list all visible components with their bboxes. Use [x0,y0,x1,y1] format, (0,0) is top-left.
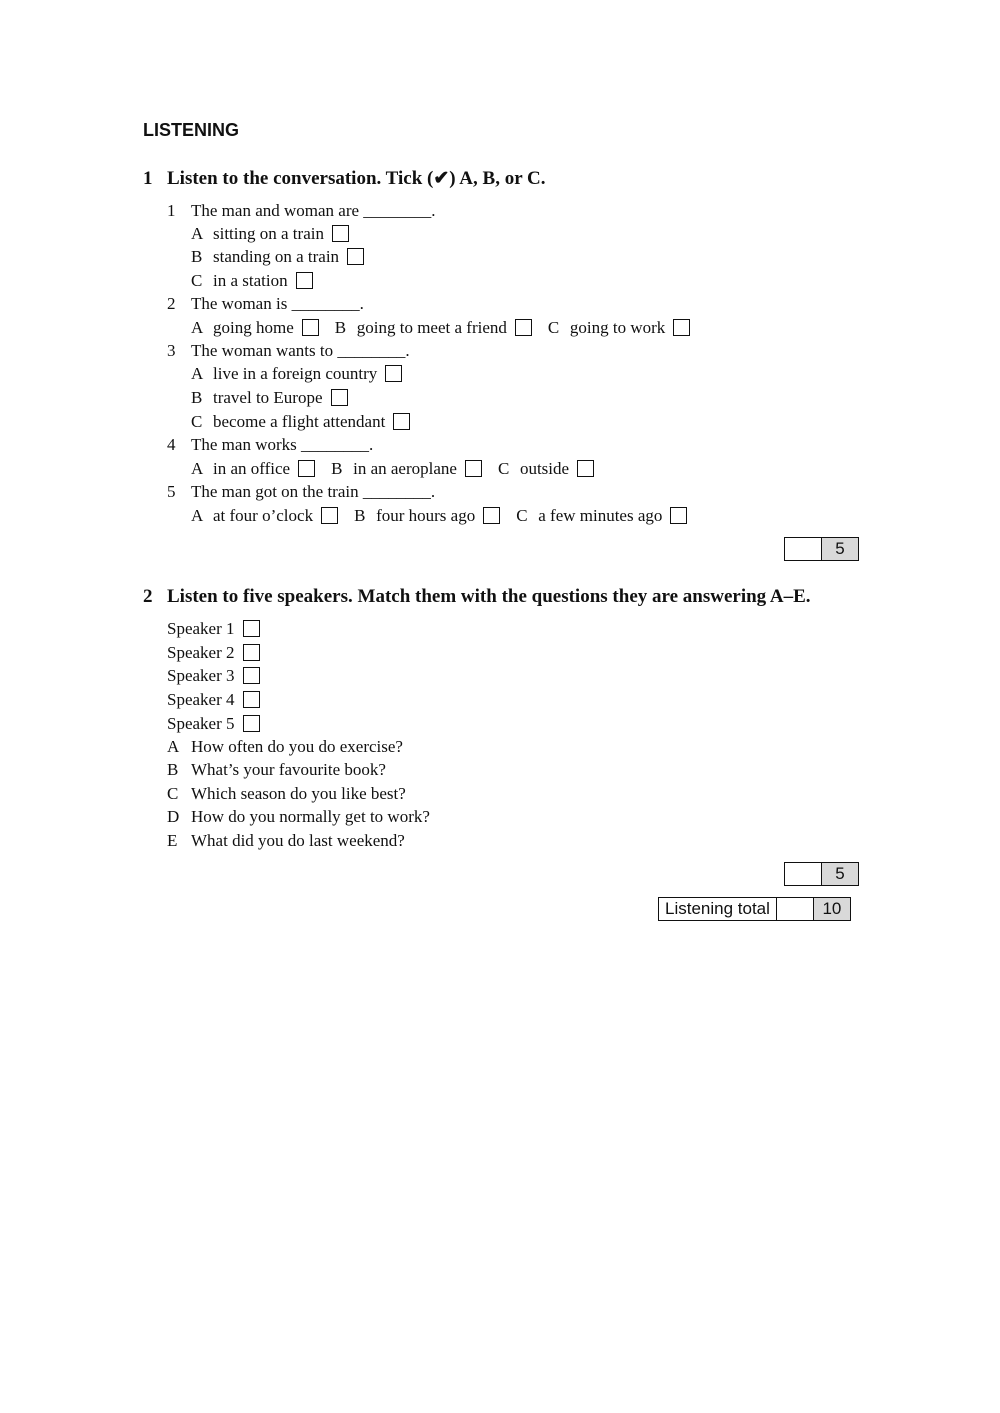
exercise-1-title [143,167,546,190]
option-letter: C [191,271,203,290]
option-letter: C [191,412,203,431]
answer-box[interactable] [243,691,260,708]
question-2-options [191,318,706,338]
speaker-row [167,666,260,686]
exercise-1-instruction: Listen to the conversation. Tick (✔) A, B, or C. [167,168,546,189]
question-number: 2 [167,294,176,313]
tick-box[interactable] [332,225,349,242]
tick-box[interactable] [515,319,532,336]
speaker-label: Speaker 2 [167,643,235,662]
question-letter: B [167,760,179,779]
option [191,318,319,338]
exercise-2-instruction: Listen to five speakers. Match them with the questions they are answering A–E. [167,586,811,607]
question-text: What’s your favourite book? [191,760,386,779]
tick-box[interactable] [465,460,482,477]
option-text: four hours ago [376,506,476,525]
option-letter: C [497,459,510,478]
option [331,459,482,479]
question-stem: The woman is ________. [191,294,364,313]
option [335,318,532,338]
option-text: at four o’clock [213,506,314,525]
option-letter: B [191,388,203,407]
option-text: going to work [569,318,666,337]
question-option [167,784,406,804]
answer-box[interactable] [243,715,260,732]
tick-box[interactable] [670,507,687,524]
option [191,459,315,479]
option [548,318,690,338]
question-5-stem-row [167,482,435,502]
answer-box[interactable] [243,620,260,637]
option-text: in an aeroplane [353,459,457,478]
question-5-options [191,506,703,526]
option-letter: B [191,247,203,266]
option-text: a few minutes ago [538,506,663,525]
option-letter: A [191,318,204,337]
question-text: How do you normally get to work? [191,807,430,826]
option-letter: C [516,506,528,525]
tick-box[interactable] [393,413,410,430]
question-1-stem-row [167,201,436,221]
tick-box[interactable] [296,272,313,289]
question-letter: E [167,831,178,850]
speaker-label: Speaker 1 [167,619,235,638]
speaker-label: Speaker 3 [167,666,235,685]
question-option [167,807,430,827]
option [516,506,687,526]
exercise-1-number: 1 [143,168,153,189]
question-number: 5 [167,482,176,501]
question-1-option-a [191,224,349,244]
question-letter: D [167,807,180,826]
option-text: in an office [213,459,291,478]
option-text: in a station [213,271,288,290]
question-3-option-c [191,412,410,432]
question-2-stem-row [167,294,364,314]
speaker-label: Speaker 4 [167,690,235,709]
option-letter: C [547,318,560,337]
option-letter: B [354,506,366,525]
speaker-row [167,619,260,639]
speaker-row [167,690,260,710]
question-stem: The man and woman are ________. [191,201,436,220]
score-input[interactable] [785,863,822,885]
exercise-1-score-box [784,537,859,561]
exercise-2-number: 2 [143,586,153,607]
question-3-option-a [191,364,402,384]
option-letter: B [331,459,343,478]
speaker-row [167,714,260,734]
exercise-2-score-box [784,862,859,886]
tick-box[interactable] [673,319,690,336]
question-4-stem-row [167,435,373,455]
question-text: How often do you do exercise? [191,737,403,756]
total-input[interactable] [777,898,814,920]
speaker-row [167,643,260,663]
answer-box[interactable] [243,667,260,684]
question-stem: The man got on the train ________. [191,482,436,501]
tick-box[interactable] [577,460,594,477]
exercise-2-title [143,586,811,608]
score-max: 5 [822,863,858,885]
tick-box[interactable] [331,389,348,406]
tick-box[interactable] [298,460,315,477]
answer-box[interactable] [243,644,260,661]
option [498,459,594,479]
question-number: 3 [167,341,176,360]
tick-box[interactable] [483,507,500,524]
option-text: standing on a train [213,247,340,266]
option-text: travel to Europe [213,388,323,407]
option-letter: A [191,224,204,243]
question-stem: The man works ________. [191,435,374,454]
tick-box[interactable] [385,365,402,382]
question-1-option-b [191,247,364,267]
total-label: Listening total [659,898,777,920]
listening-total-box [658,897,851,921]
score-input[interactable] [785,538,822,560]
option [191,506,338,526]
option-text: live in a foreign country [213,364,378,383]
option-letter: A [191,459,204,478]
score-max: 5 [822,538,858,560]
option-text: outside [519,459,570,478]
question-text: Which season do you like best? [191,784,406,803]
section-title: LISTENING [143,120,240,140]
tick-box[interactable] [347,248,364,265]
option [354,506,500,526]
option-letter: A [191,364,204,383]
question-number: 4 [167,435,176,454]
question-letter: C [167,784,179,803]
question-3-option-b [191,388,348,408]
option-text: become a flight attendant [213,412,386,431]
question-letter: A [167,737,180,756]
option-letter: A [191,506,204,525]
total-max: 10 [814,898,850,920]
question-option [167,737,403,757]
speaker-label: Speaker 5 [167,714,235,733]
question-4-options [191,459,610,479]
option-letter: B [334,318,347,337]
option-text: sitting on a train [213,224,324,243]
question-text: What did you do last weekend? [191,831,405,850]
question-number: 1 [167,201,176,220]
option-text: going home [213,318,294,337]
tick-box[interactable] [321,507,338,524]
tick-box[interactable] [302,319,319,336]
option-text: going to meet a friend [356,318,507,337]
question-option [167,831,405,851]
question-option [167,760,386,780]
question-1-option-c [191,271,313,291]
question-3-stem-row [167,341,410,361]
question-stem: The woman wants to ________. [191,341,410,360]
